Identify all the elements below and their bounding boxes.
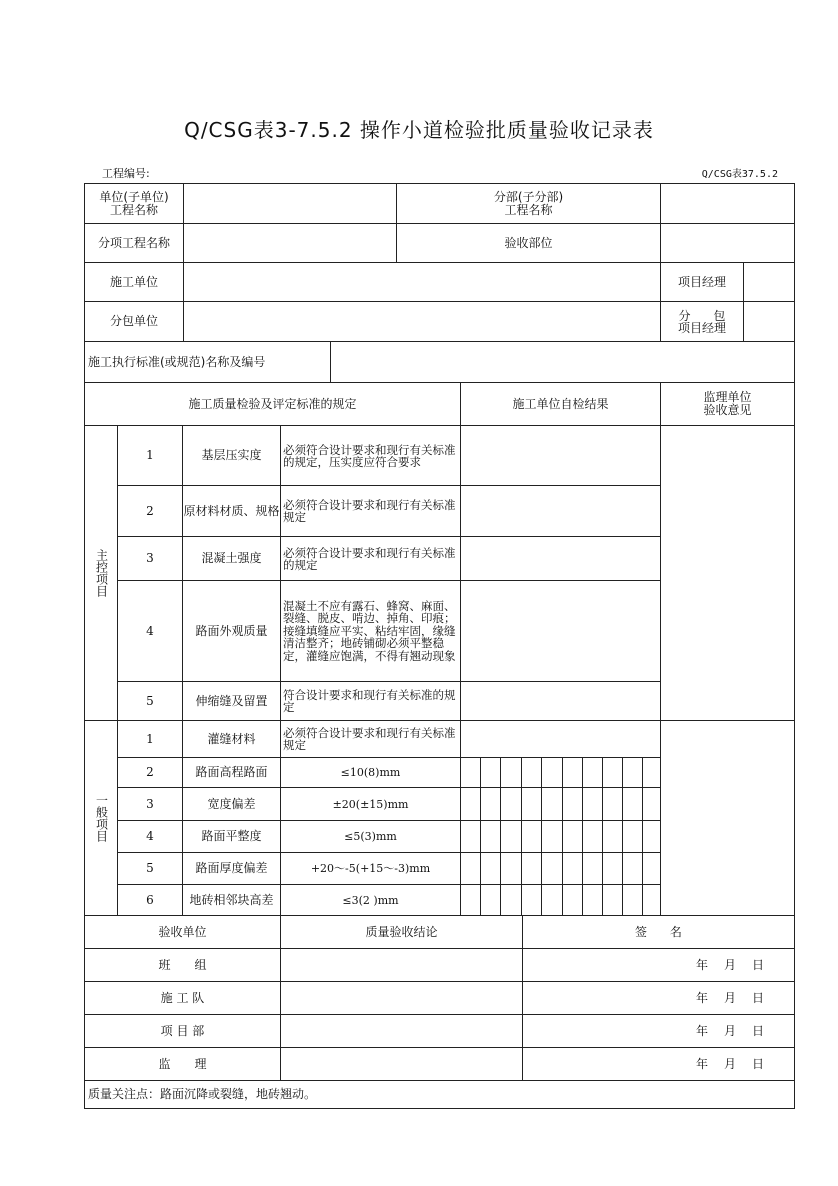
- measurement-cell[interactable]: [642, 884, 661, 916]
- sub-pm-label-top: 分 包: [678, 308, 726, 323]
- main-control-group: [84, 425, 118, 721]
- general-item-name: 灌缝材料: [182, 720, 281, 758]
- date-day-label: 日: [751, 1056, 764, 1071]
- general-label: 一般项目: [94, 794, 109, 842]
- measurement-cell[interactable]: [500, 787, 522, 821]
- main-item-req: 混凝土不应有露石、蜂窝、麻面、裂缝、脱皮、啃边、掉角、印痕；接缝填缝应平实、粘结牢固，缘缝清洁整齐；地砖铺砌必须平整稳定，灌缝应饱满，不得有翘动现象: [280, 580, 461, 682]
- main-item-name: 伸缩缝及留置: [182, 681, 281, 721]
- main-item-no: 2: [117, 485, 183, 537]
- sub-pm-label: [660, 301, 744, 342]
- acceptance-conclusion-field[interactable]: [280, 948, 523, 982]
- date-year-label: 年: [695, 990, 708, 1005]
- measurement-cell[interactable]: [622, 852, 643, 885]
- page-title: Q/CSG表3-7.5.2 操作小道检验批质量验收记录表: [184, 118, 654, 142]
- main-item-no: 1: [117, 425, 183, 486]
- supervisor-header: 监理单位 验收意见: [660, 382, 795, 426]
- measurement-cell[interactable]: [460, 757, 481, 788]
- quality-note: 质量关注点：路面沉降或裂缝，地砖翘动。: [84, 1080, 795, 1109]
- general-item-result[interactable]: [460, 720, 661, 758]
- measurement-cell[interactable]: [541, 884, 563, 916]
- general-item-no: 4: [117, 820, 183, 853]
- conclusion-header: 质量验收结论: [280, 915, 523, 949]
- unit-name-label: 单位(子单位) 工程名称: [84, 183, 184, 224]
- general-item-no: 6: [117, 884, 183, 916]
- measurement-cell[interactable]: [582, 787, 603, 821]
- date-month-label: 月: [723, 1056, 736, 1071]
- general-item-no: 3: [117, 787, 183, 821]
- measurement-cell[interactable]: [562, 852, 583, 885]
- main-item-req: 必须符合设计要求和现行有关标准的规定: [280, 536, 461, 581]
- measurement-cell[interactable]: [521, 884, 542, 916]
- general-item-req: ≤5(3)mm: [280, 820, 461, 853]
- contractor-label: 施工单位: [84, 262, 184, 302]
- general-item-req: ±20(±15)mm: [280, 787, 461, 821]
- date-day-label: 日: [751, 957, 764, 972]
- measurement-cell[interactable]: [602, 787, 623, 821]
- measurement-cell[interactable]: [460, 884, 481, 916]
- standard-field[interactable]: [330, 341, 795, 383]
- main-item-result[interactable]: [460, 580, 661, 682]
- division-name-field[interactable]: [660, 183, 795, 224]
- measurement-cell[interactable]: [460, 787, 481, 821]
- acceptance-sign-field[interactable]: [522, 948, 795, 982]
- unit-name-field[interactable]: [183, 183, 397, 224]
- acceptance-unit-header: 验收单位: [84, 915, 281, 949]
- acceptance-sign-field[interactable]: [522, 981, 795, 1015]
- main-item-req: 必须符合设计要求和现行有关标准的规定，压实度应符合要求: [280, 425, 461, 486]
- measurement-cell[interactable]: [521, 787, 542, 821]
- measurement-cell[interactable]: [622, 787, 643, 821]
- general-item-name: 路面厚度偏差: [182, 852, 281, 885]
- measurement-cell[interactable]: [500, 757, 522, 788]
- measurement-cell[interactable]: [582, 820, 603, 853]
- general-supervisor-opinion[interactable]: [660, 720, 795, 916]
- sign-header: 签 名: [522, 915, 795, 949]
- general-item-name: 宽度偏差: [182, 787, 281, 821]
- date-day-label: 日: [751, 1023, 764, 1038]
- subcontractor-label: 分包单位: [84, 301, 184, 342]
- main-item-name: 基层压实度: [182, 425, 281, 486]
- measurement-cell[interactable]: [480, 884, 501, 916]
- main-item-name: 混凝土强度: [182, 536, 281, 581]
- acceptance-unit-name: 班 组: [84, 948, 281, 982]
- measurement-cell[interactable]: [562, 884, 583, 916]
- measurement-cell[interactable]: [582, 852, 603, 885]
- project-manager-field[interactable]: [743, 262, 795, 302]
- measurement-cell[interactable]: [541, 852, 563, 885]
- measurement-cell[interactable]: [500, 852, 522, 885]
- standard-label: 施工执行标准(或规范)名称及编号: [84, 341, 331, 383]
- measurement-cell[interactable]: [602, 852, 623, 885]
- measurement-cell[interactable]: [521, 757, 542, 788]
- acceptance-sign-field[interactable]: [522, 1047, 795, 1081]
- general-item-no: 2: [117, 757, 183, 788]
- subcontractor-field[interactable]: [183, 301, 661, 342]
- main-item-name: 原材料材质、规格: [182, 485, 281, 537]
- subitem-name-field[interactable]: [183, 223, 397, 263]
- contractor-field[interactable]: [183, 262, 661, 302]
- measurement-cell[interactable]: [622, 884, 643, 916]
- acceptance-part-label: 验收部位: [396, 223, 661, 263]
- acceptance-conclusion-field[interactable]: [280, 1014, 523, 1048]
- main-item-req: 必须符合设计要求和现行有关标准规定: [280, 485, 461, 537]
- general-item-req: ≤10(8)mm: [280, 757, 461, 788]
- acceptance-sign-field[interactable]: [522, 1014, 795, 1048]
- main-supervisor-opinion[interactable]: [660, 425, 795, 721]
- measurement-cell[interactable]: [480, 757, 501, 788]
- acceptance-unit-name: 项 目 部: [84, 1014, 281, 1048]
- general-item-no: 1: [117, 720, 183, 758]
- main-item-no: 3: [117, 536, 183, 581]
- measurement-cell[interactable]: [521, 852, 542, 885]
- measurement-cell[interactable]: [622, 820, 643, 853]
- general-item-no: 5: [117, 852, 183, 885]
- general-item-req: 必须符合设计要求和现行有关标准规定: [280, 720, 461, 758]
- measurement-cell[interactable]: [541, 787, 563, 821]
- main-item-result[interactable]: [460, 681, 661, 721]
- main-item-no: 4: [117, 580, 183, 682]
- subitem-name-label: 分项工程名称: [84, 223, 184, 263]
- sub-pm-label-bottom: 项目经理: [677, 320, 726, 335]
- date-year-label: 年: [695, 1056, 708, 1071]
- measurement-cell[interactable]: [602, 757, 623, 788]
- general-item-name: 地砖相邻块高差: [182, 884, 281, 916]
- main-control-label: 主控项目: [94, 549, 109, 597]
- main-item-req: 符合设计要求和现行有关标准的规定: [280, 681, 461, 721]
- general-item-name: 路面平整度: [182, 820, 281, 853]
- measurement-cell[interactable]: [642, 820, 661, 853]
- measurement-cell[interactable]: [562, 757, 583, 788]
- main-item-result[interactable]: [460, 485, 661, 537]
- general-item-name: 路面高程路面: [182, 757, 281, 788]
- measurement-cell[interactable]: [541, 757, 563, 788]
- measurement-cell[interactable]: [480, 787, 501, 821]
- date-year-label: 年: [695, 957, 708, 972]
- measurement-cell[interactable]: [480, 852, 501, 885]
- main-item-result[interactable]: [460, 425, 661, 486]
- main-item-result[interactable]: [460, 536, 661, 581]
- project-manager-label: 项目经理: [660, 262, 744, 302]
- date-month-label: 月: [723, 1023, 736, 1038]
- general-group: [84, 720, 118, 916]
- measurement-cell[interactable]: [480, 820, 501, 853]
- measurement-cell[interactable]: [582, 884, 603, 916]
- measurement-cell[interactable]: [562, 820, 583, 853]
- self-check-header: 施工单位自检结果: [460, 382, 661, 426]
- measurement-cell[interactable]: [602, 820, 623, 853]
- acceptance-unit-name: 施 工 队: [84, 981, 281, 1015]
- main-item-name: 路面外观质量: [182, 580, 281, 682]
- measurement-cell[interactable]: [521, 820, 542, 853]
- general-item-req: +20～-5(+15～-3)mm: [280, 852, 461, 885]
- measurement-cell[interactable]: [622, 757, 643, 788]
- measurement-cell[interactable]: [541, 820, 563, 853]
- measurement-cell[interactable]: [582, 757, 603, 788]
- measurement-cell[interactable]: [642, 757, 661, 788]
- spec-header: 施工质量检验及评定标准的规定: [84, 382, 461, 426]
- date-day-label: 日: [751, 990, 764, 1005]
- sub-pm-field[interactable]: [743, 301, 795, 342]
- measurement-cell[interactable]: [460, 820, 481, 853]
- measurement-cell[interactable]: [500, 820, 522, 853]
- general-item-req: ≤3(2 )mm: [280, 884, 461, 916]
- acceptance-part-field[interactable]: [660, 223, 795, 263]
- measurement-cell[interactable]: [562, 787, 583, 821]
- measurement-cell[interactable]: [602, 884, 623, 916]
- main-item-no: 5: [117, 681, 183, 721]
- division-name-label: 分部(子分部) 工程名称: [396, 183, 661, 224]
- acceptance-conclusion-field[interactable]: [280, 1047, 523, 1081]
- form-code: Q/CSG表37.5.2: [701, 169, 778, 180]
- date-year-label: 年: [695, 1023, 708, 1038]
- measurement-cell[interactable]: [642, 787, 661, 821]
- measurement-cell[interactable]: [642, 852, 661, 885]
- acceptance-unit-name: 监 理: [84, 1047, 281, 1081]
- date-month-label: 月: [723, 957, 736, 972]
- date-month-label: 月: [723, 990, 736, 1005]
- measurement-cell[interactable]: [500, 884, 522, 916]
- acceptance-conclusion-field[interactable]: [280, 981, 523, 1015]
- project-no-label: 工程编号:: [102, 167, 150, 180]
- measurement-cell[interactable]: [460, 852, 481, 885]
